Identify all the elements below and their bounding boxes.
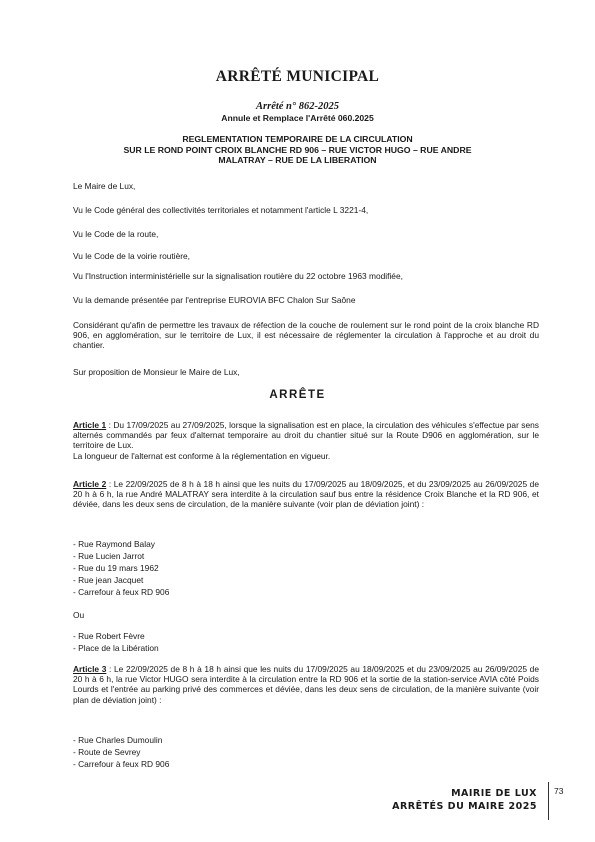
vu-clause: Vu le Code de la voirie routière, xyxy=(73,251,191,261)
page-number: 73 xyxy=(554,786,564,796)
article-text: : Du 17/09/2025 au 27/09/2025, lorsque la signalisation est en place, la circulation des véhicules s'effectue par sens alternés commandés par feux d'alternat temporaire au droit du chantier situé sur la Route D906 en agglomération, sur le territoire de Lux. xyxy=(73,420,539,451)
article-2 xyxy=(73,479,539,510)
document-title: ARRÊTÉ MUNICIPAL xyxy=(215,68,380,85)
arrete-heading: ARRÊTE xyxy=(269,389,326,401)
deviation-street: - Rue Robert Fèvre xyxy=(73,631,145,641)
article-label: Article 3 xyxy=(73,664,107,674)
decree-number: Arrêté n° 862-2025 xyxy=(256,101,339,112)
deviation-street: - Rue Charles Dumoulin xyxy=(73,735,163,745)
mayor-line: Le Maire de Lux, xyxy=(73,181,136,191)
article-label: Article 2 xyxy=(73,479,107,489)
deviation-street: - Place de la Libération xyxy=(73,643,159,653)
deviation-street: - Carrefour à feux RD 906 xyxy=(73,587,170,597)
replaces-note: Annule et Remplace l'Arrêté 060.2025 xyxy=(221,113,374,123)
footer-mairie: MAIRIE DE LUX xyxy=(451,788,537,799)
vu-clause: Vu le Code général des collectivités territoriales et notamment l'article L 3221-4, xyxy=(73,205,369,215)
article-label: Article 1 xyxy=(73,420,107,430)
deviation-street: - Route de Sevrey xyxy=(73,747,141,757)
article-extra: La longueur de l'alternat est conforme à la réglementation en vigueur. xyxy=(73,450,331,461)
decree-subject xyxy=(70,134,525,166)
deviation-street: - Rue jean Jacquet xyxy=(73,575,144,585)
deviation-street: - Carrefour à feux RD 906 xyxy=(73,759,170,769)
footer-arretes: ARRÊTÉS DU MAIRE 2025 xyxy=(392,801,537,812)
considerant-paragraph: Considérant qu'afin de permettre les travaux de réfection de la couche de roulement sur le rond point de la croix blanche RD 906, en agglomération, sur le territoire de Lux, il est nécessaire de réglementer la circulation à l'approche et au droit du chantier. xyxy=(73,320,539,351)
proposition-line: Sur proposition de Monsieur le Maire de Lux, xyxy=(73,367,240,377)
subject-line: MALATRAY – RUE DE LA LIBERATION xyxy=(218,155,377,165)
article-text: : Le 22/09/2025 de 8 h à 18 h ainsi que les nuits du 17/09/2025 au 18/09/2025, et du 23/09/2025 au 26/09/2025 de 20 h à 6 h, la rue André MALATRAY sera interdite à la circulation sauf bus entre la résidence Croix Blanche et la RD 906, et déviée, dans les deux sens de circulation, de la manière suivante (voir plan de déviation joint) : xyxy=(73,479,539,510)
subject-line: SUR LE ROND POINT CROIX BLANCHE RD 906 – RUE VICTOR HUGO – RUE ANDRE xyxy=(123,144,472,155)
article-3 xyxy=(73,664,539,705)
footer-title xyxy=(392,787,537,813)
footer-divider xyxy=(548,782,549,820)
deviation-street: - Rue Raymond Balay xyxy=(73,539,155,549)
article-text: : Le 22/09/2025 de 8 h à 18 h ainsi que les nuits du 17/09/2025 au 18/09/2025 et du 23/09/2025 au 26/09/2025 de 20 h à 6 h, la rue Victor HUGO sera interdite à la circulation entre la RD 906 et la sortie de la station-service AVIA côté Poids Lourds et l'entrée au parking privé des commerces et déviée, dans les deux sens de circulation, de la manière suivante (voir plan de déviation joint) : xyxy=(73,664,539,705)
or-separator: Ou xyxy=(73,610,85,620)
subject-line: REGLEMENTATION TEMPORAIRE DE LA CIRCULATION xyxy=(182,134,413,144)
deviation-street: - Rue du 19 mars 1962 xyxy=(73,563,159,573)
article-1 xyxy=(73,420,539,461)
vu-clause: Vu la demande présentée par l'entreprise EUROVIA BFC Chalon Sur Saône xyxy=(73,295,356,305)
vu-clause: Vu le Code de la route, xyxy=(73,229,159,239)
vu-clause: Vu l'Instruction interministérielle sur la signalisation routière du 22 octobre 1963 modifiée, xyxy=(73,271,403,281)
deviation-street: - Rue Lucien Jarrot xyxy=(73,551,145,561)
